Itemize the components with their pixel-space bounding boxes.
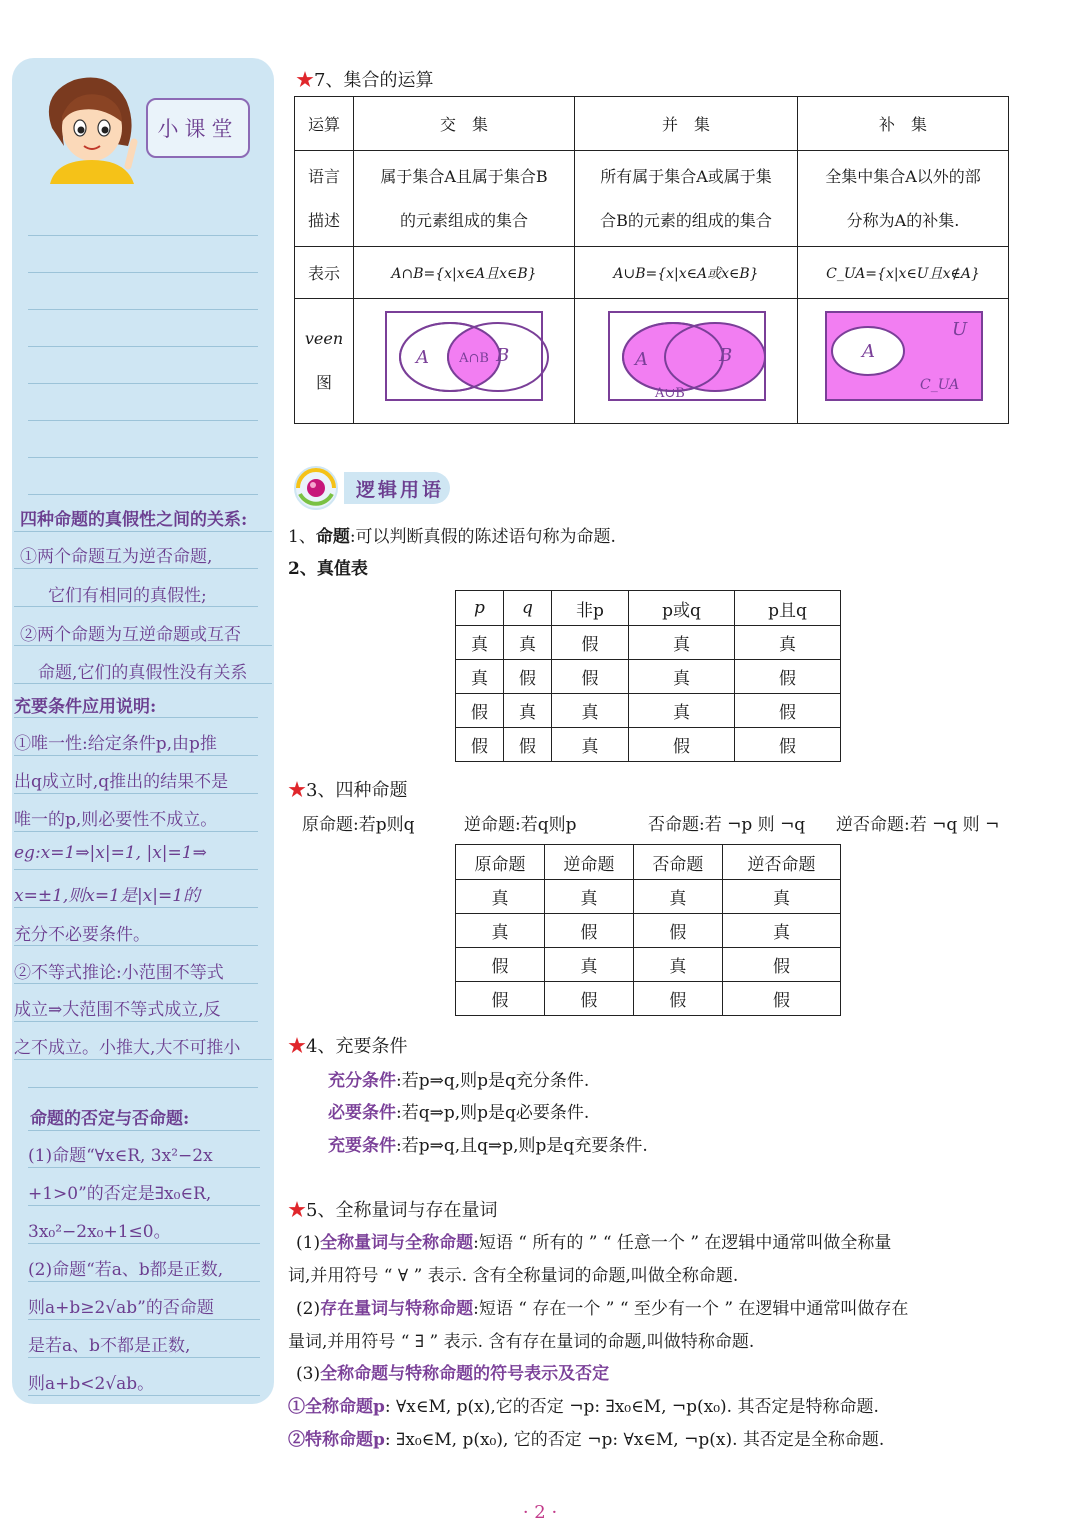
- conditions-line: ①唯一性:给定条件p,由p推: [14, 734, 217, 754]
- prop-cell: 假: [722, 982, 840, 1016]
- venn-label: A: [635, 349, 648, 370]
- note-line: [28, 272, 258, 273]
- note-line: [28, 1087, 258, 1088]
- mini-class-badge: [146, 98, 250, 158]
- existential-quantifier-para-2: 量词,并用符号 “ ∃ ” 表示. 含有存在量词的命题,叫做特称命题.: [288, 1332, 755, 1352]
- underline: [14, 1021, 258, 1022]
- conditions-line: 唯一的p,则必要性不成立。: [14, 810, 218, 830]
- truth-cell: 假: [456, 728, 504, 762]
- row-label-line: veen: [304, 329, 344, 348]
- universal-negation: [288, 1392, 879, 1417]
- venn-intersection: [354, 299, 574, 419]
- universal-quantifier-para: [296, 1228, 891, 1253]
- venn-label: B: [496, 345, 510, 366]
- item-keyword: 存在量词与特称命题: [320, 1299, 474, 1319]
- condition-text: :若p⇒q,且q⇒p,则p是q充要条件.: [396, 1136, 648, 1156]
- existential-quantifier-para: [296, 1294, 908, 1319]
- underline: [14, 907, 258, 908]
- truth-cell: 真: [551, 694, 628, 728]
- negation-line: 则a+b≥2√ab”的否命题: [28, 1298, 214, 1318]
- sec3-title: 3、四种命题: [306, 780, 408, 801]
- truth-header: p或q: [628, 591, 734, 626]
- set-header: 运算: [295, 97, 354, 151]
- truth-cell: 假: [734, 660, 840, 694]
- underline: [28, 1281, 260, 1282]
- underline: [14, 683, 272, 684]
- sec5-heading: [288, 1196, 497, 1222]
- row-label-line: 图: [315, 373, 332, 392]
- truth-cell: 假: [551, 626, 628, 660]
- lang-line: 所有属于集合A或属于集: [600, 166, 772, 186]
- logic-terms-label: 逻辑用语: [356, 478, 445, 501]
- underline: [28, 1357, 260, 1358]
- ball-icon: [292, 464, 342, 512]
- prop-cell: 真: [722, 880, 840, 914]
- prop-cell: 真: [456, 914, 545, 948]
- item-number: (1): [296, 1233, 321, 1253]
- underline: [28, 1395, 260, 1396]
- lang-line: 分称为A的补集.: [846, 210, 960, 230]
- logic-item2: 2、真值表: [288, 559, 368, 579]
- lang-line: 合B的元素的组成的集合: [600, 210, 772, 230]
- prop-cell: 假: [722, 948, 840, 982]
- item-text: :短语 “ 存在一个 ” “ 至少有一个 ” 在逻辑中通常叫做存在: [473, 1299, 909, 1319]
- item-keyword: 全称量词与全称命题: [320, 1233, 474, 1253]
- prop-cell: 真: [544, 948, 633, 982]
- underline: [14, 717, 258, 718]
- item-keyword: ②特称命题p: [288, 1430, 385, 1450]
- star-icon: ★: [288, 1036, 306, 1057]
- venn-label: A: [416, 347, 429, 368]
- lang-cell: [798, 151, 1009, 247]
- sec4-title: 4、充要条件: [306, 1036, 408, 1057]
- truth-cell: 真: [503, 626, 551, 660]
- relations-item1-a: ①两个命题互为逆否命题,: [20, 547, 213, 567]
- underline: [14, 568, 258, 569]
- form-converse: 逆命题:若q则p: [464, 815, 577, 835]
- negation-title: 命题的否定与否命题:: [30, 1109, 190, 1129]
- underline: [28, 1130, 260, 1131]
- set-header: 并 集: [575, 97, 798, 151]
- prop-cell: 假: [633, 914, 722, 948]
- form-contrapositive: 逆否命题:若 ¬q 则 ¬: [836, 815, 1000, 835]
- underline: [14, 831, 258, 832]
- conditions-line: eg:x=1⇒|x|=1, |x|=1⇒: [14, 843, 207, 863]
- truth-cell: 真: [628, 626, 734, 660]
- truth-cell: 假: [734, 694, 840, 728]
- underline: [14, 983, 258, 984]
- prop-cell: 真: [722, 914, 840, 948]
- venn-label: B: [719, 345, 733, 366]
- item-keyword: 命题: [315, 527, 350, 547]
- prop-cell: 真: [456, 880, 545, 914]
- sec7-title: 7、集合的运算: [314, 70, 434, 91]
- venn-complement: [798, 299, 1008, 419]
- item-number: (3): [296, 1364, 321, 1384]
- underline: [14, 531, 272, 532]
- relations-item1-b: 它们有相同的真假性;: [48, 586, 207, 606]
- sufficient-condition: [328, 1066, 589, 1091]
- repr-cell: A∪B={x|x∈A或x∈B}: [575, 247, 798, 299]
- four-propositions-table: [455, 844, 841, 1016]
- venn-label: C_UA: [920, 377, 960, 393]
- set-header: 补 集: [798, 97, 1009, 151]
- truth-cell: 假: [503, 660, 551, 694]
- set-operations-table: [294, 96, 1009, 424]
- underline: [28, 1243, 260, 1244]
- conditions-title: 充要条件应用说明:: [14, 697, 157, 717]
- prop-header: 逆命题: [544, 845, 633, 880]
- conditions-line: ②不等式推论:小范围不等式: [14, 963, 224, 983]
- logic-terms-tag: [344, 472, 450, 504]
- row-label: [295, 151, 354, 247]
- lang-line: 的元素组成的集合: [399, 210, 528, 230]
- truth-cell: 假: [551, 660, 628, 694]
- item-text: : ∀x∈M, p(x),它的否定 ¬p: ∃x₀∈M, ¬p(x₀). 其否定是特称命题.: [384, 1397, 879, 1417]
- truth-cell: 假: [456, 694, 504, 728]
- form-inverse: 否命题:若 ¬p 则 ¬q: [648, 815, 806, 835]
- prop-cell: 真: [633, 880, 722, 914]
- repr-cell: A∩B={x|x∈A且x∈B}: [354, 247, 575, 299]
- truth-header: p且q: [734, 591, 840, 626]
- row-label: 表示: [295, 247, 354, 299]
- venn-label: A∪B: [655, 386, 685, 401]
- truth-cell: 真: [503, 694, 551, 728]
- logic-item1: [288, 522, 616, 547]
- sec4-heading: [288, 1032, 407, 1058]
- venn-label: U: [952, 319, 968, 340]
- negation-line: 3x₀²−2x₀+1≤0。: [28, 1222, 171, 1242]
- relations-item2-b: 命题,它们的真假性没有关系: [38, 663, 248, 683]
- sec3-heading: [288, 776, 407, 802]
- negation-line: +1>0”的否定是∃x₀∈R,: [28, 1184, 212, 1204]
- lang-cell: [354, 151, 575, 247]
- truth-header: q: [503, 591, 551, 626]
- prop-cell: 假: [544, 982, 633, 1016]
- condition-text: :若q⇒p,则p是q必要条件.: [396, 1103, 590, 1123]
- sec7-heading: [296, 66, 433, 92]
- star-icon: ★: [288, 780, 306, 801]
- truth-cell: 真: [734, 626, 840, 660]
- underline: [14, 1059, 272, 1060]
- sec5-title: 5、全称量词与存在量词: [306, 1200, 498, 1221]
- negation-line: 则a+b<2√ab。: [28, 1374, 155, 1394]
- condition-label: 充分条件: [328, 1071, 396, 1091]
- underline: [14, 945, 258, 946]
- notation-para: [296, 1359, 609, 1384]
- prop-cell: 假: [456, 982, 545, 1016]
- item-number: 1、: [288, 527, 316, 547]
- row-label-line: 描述: [307, 210, 340, 230]
- set-header: 交 集: [354, 97, 575, 151]
- item-number: (2): [296, 1299, 321, 1319]
- prop-header: 原命题: [456, 845, 545, 880]
- truth-cell: 假: [734, 728, 840, 762]
- truth-cell: 真: [456, 660, 504, 694]
- item-text: :短语 “ 所有的 ” “ 任意一个 ” 在逻辑中通常叫做全称量: [473, 1233, 892, 1253]
- venn-union: [575, 299, 797, 419]
- venn-cell: [354, 299, 575, 424]
- venn-set-b: [665, 323, 765, 391]
- necessary-condition: [328, 1098, 589, 1123]
- relations-title: 四种命题的真假性之间的关系:: [20, 510, 248, 530]
- conditions-line: 成立⇒大范围不等式成立,反: [14, 1000, 221, 1020]
- conditions-line: x=±1,则x=1是|x|=1的: [14, 886, 201, 906]
- mini-class-label: 小课堂: [157, 117, 239, 141]
- underline: [14, 869, 258, 870]
- note-line: [28, 383, 258, 384]
- star-icon: ★: [296, 70, 314, 91]
- note-line: [28, 457, 258, 458]
- row-label-line: 语言: [307, 166, 340, 186]
- truth-cell: 假: [503, 728, 551, 762]
- relations-item2-a: ②两个命题为互逆命题或互否: [20, 625, 241, 645]
- prop-header: 逆否命题: [722, 845, 840, 880]
- truth-cell: 真: [551, 728, 628, 762]
- note-line: [28, 420, 258, 421]
- truth-cell: 真: [628, 694, 734, 728]
- item-text: :可以判断真假的陈述语句称为命题.: [349, 527, 616, 547]
- underline: [14, 793, 258, 794]
- item-keyword: 全称命题与特称命题的符号表示及否定: [320, 1364, 610, 1384]
- underline: [28, 1319, 260, 1320]
- truth-table: [455, 590, 841, 762]
- negation-line: (2)命题“若a、b都是正数,: [28, 1260, 224, 1280]
- condition-label: 必要条件: [328, 1103, 396, 1123]
- prop-cell: 真: [633, 948, 722, 982]
- underline: [14, 606, 258, 607]
- item-keyword: ①全称命题p: [288, 1397, 385, 1417]
- prop-cell: 假: [633, 982, 722, 1016]
- prop-cell: 真: [544, 880, 633, 914]
- underline: [14, 755, 258, 756]
- item-text: : ∃x₀∈M, p(x₀), 它的否定 ¬p: ∀x∈M, ¬p(x). 其否定是全称命题.: [384, 1430, 885, 1450]
- truth-cell: 假: [628, 728, 734, 762]
- lang-line: 属于集合A且属于集合B: [380, 166, 548, 186]
- conditions-line: 之不成立。小推大,大不可推小: [14, 1038, 241, 1058]
- underline: [14, 645, 272, 646]
- condition-text: :若p⇒q,则p是q充分条件.: [396, 1071, 590, 1091]
- prop-cell: 假: [544, 914, 633, 948]
- teacher-cartoon-icon: [30, 66, 150, 184]
- row-label: [295, 299, 354, 424]
- truth-header: p: [456, 591, 504, 626]
- note-line: [28, 309, 258, 310]
- lang-line: 全集中集合A以外的部: [825, 166, 981, 186]
- universal-quantifier-para-2: 词,并用符号 “ ∀ ” 表示. 含有全称量词的命题,叫做全称命题.: [288, 1266, 739, 1286]
- prop-cell: 假: [456, 948, 545, 982]
- negation-line: (1)命题“∀x∈R, 3x²−2x: [28, 1146, 213, 1166]
- note-line: [28, 346, 258, 347]
- truth-cell: 真: [628, 660, 734, 694]
- truth-header: 非p: [551, 591, 628, 626]
- star-icon: ★: [288, 1200, 306, 1221]
- necessary-sufficient-condition: [328, 1131, 648, 1156]
- underline: [28, 1167, 260, 1168]
- venn-label: A: [862, 341, 875, 362]
- existential-negation: [288, 1425, 884, 1450]
- underline: [28, 1205, 260, 1206]
- conditions-line: 出q成立时,q推出的结果不是: [14, 772, 229, 792]
- repr-cell: C_UA={x|x∈U且x∉A}: [798, 247, 1009, 299]
- venn-cell: [798, 299, 1009, 424]
- conditions-line: 充分不必要条件。: [14, 925, 150, 945]
- lang-cell: [575, 151, 798, 247]
- note-line: [28, 494, 258, 495]
- note-line: [28, 235, 258, 236]
- prop-header: 否命题: [633, 845, 722, 880]
- venn-cell: [575, 299, 798, 424]
- page-number: · 2 ·: [522, 1502, 558, 1523]
- condition-label: 充要条件: [328, 1136, 396, 1156]
- truth-cell: 真: [456, 626, 504, 660]
- form-original: 原命题:若p则q: [302, 815, 415, 835]
- venn-label: A∩B: [459, 351, 489, 366]
- negation-line: 是若a、b不都是正数,: [28, 1336, 191, 1356]
